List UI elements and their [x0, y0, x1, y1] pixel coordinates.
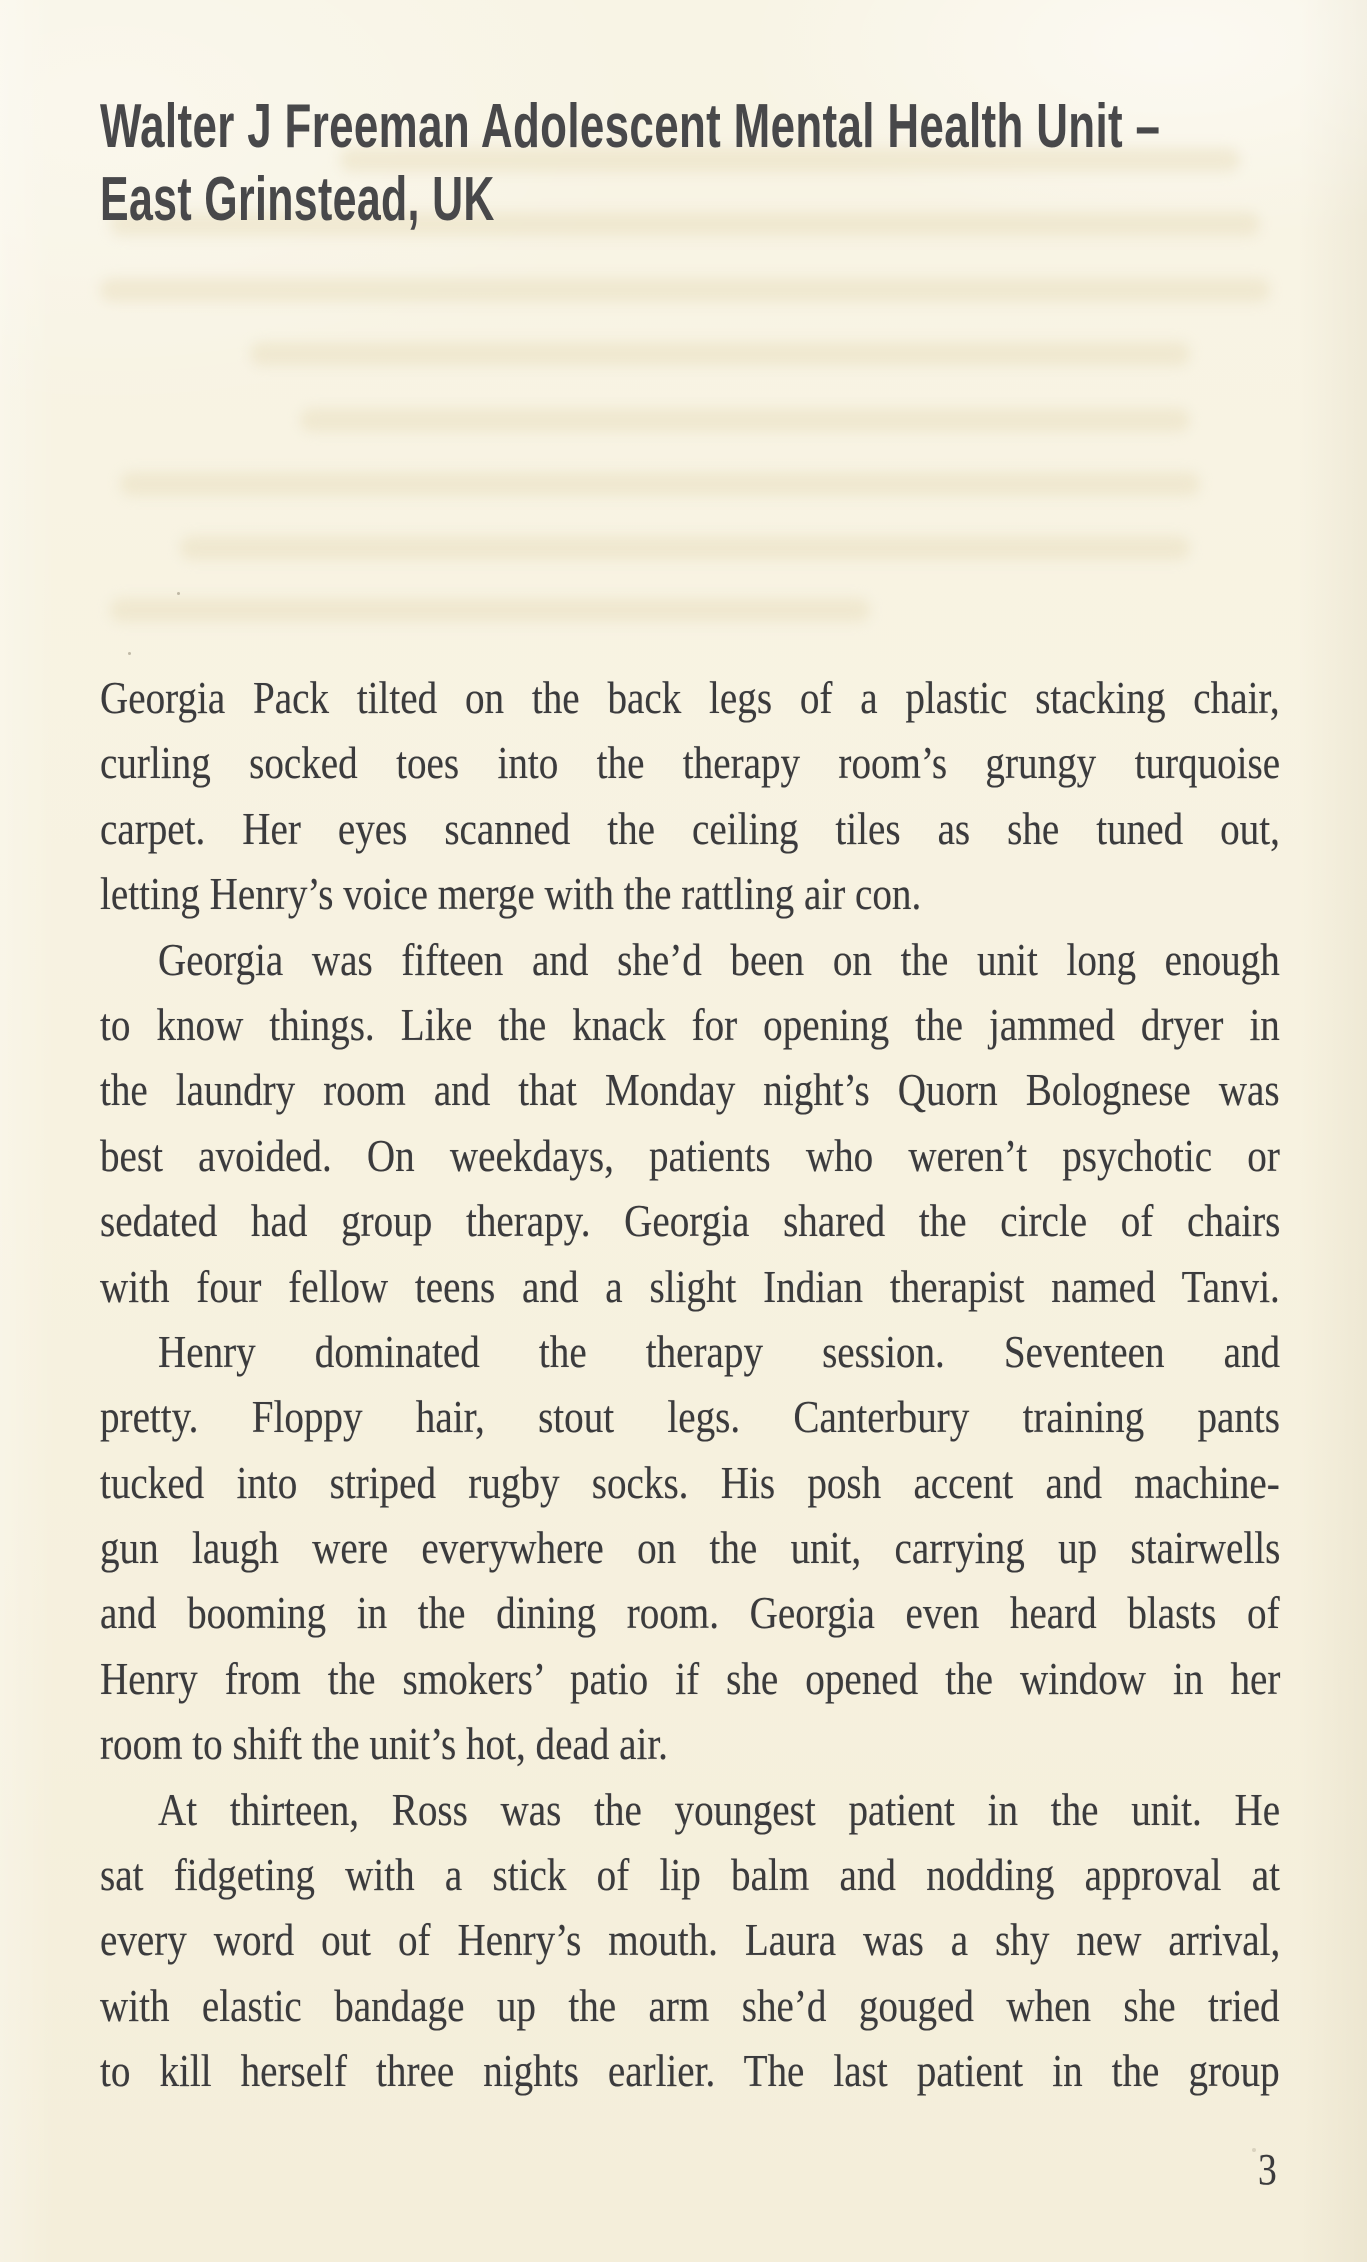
body-line — [100, 1319, 1280, 1384]
body-line — [100, 1188, 1280, 1253]
body-line — [100, 1057, 1280, 1122]
body-line — [100, 1123, 1280, 1188]
body-line-text: tucked into striped rugby socks. His posh accent and machine- — [100, 1456, 1280, 1508]
body-text — [100, 665, 1280, 2104]
body-line-text: Henry dominated the therapy session. Seventeen and — [158, 1325, 1281, 1377]
body-line-text: sedated had group therapy. Georgia shared the circle of chairs — [100, 1195, 1281, 1247]
body-line-text: to know things. Like the knack for opening the jammed dryer in — [100, 998, 1280, 1050]
body-line — [100, 861, 1280, 926]
body-line — [100, 992, 1280, 1057]
chapter-title-line2 — [100, 163, 1367, 236]
body-line-text: and booming in the dining room. Georgia even heard blasts of — [100, 1587, 1280, 1639]
dust-speck — [128, 652, 131, 655]
body-line-text: Georgia Pack tilted on the back legs of a plastic stacking chair, — [100, 672, 1280, 723]
body-line — [100, 1580, 1280, 1645]
body-line-text: pretty. Floppy hair, stout legs. Canterbury training pants — [100, 1391, 1281, 1443]
body-line — [100, 1842, 1280, 1907]
dust-speck — [1252, 2148, 1256, 2152]
page-number — [1258, 2146, 1280, 2194]
body-line — [100, 1515, 1280, 1580]
body-line-text: curling socked toes into the therapy room’s grungy turquoise — [100, 737, 1281, 789]
body-line-text: At thirteen, Ross was the youngest patient in the unit. He — [158, 1783, 1281, 1835]
body-line — [100, 927, 1280, 992]
body-line-text: the laundry room and that Monday night’s Quorn Bolognese was — [100, 1064, 1280, 1116]
body-line-text: best avoided. On weekdays, patients who weren’t psychotic or — [100, 1129, 1280, 1181]
body-line — [100, 1973, 1280, 2038]
chapter-title-text: East Grinstead, UK — [100, 165, 495, 234]
body-line-text: with elastic bandage up the arm she’d gouged when she tried — [100, 1979, 1280, 2031]
body-line — [100, 1646, 1280, 1711]
body-line-text: Georgia was fifteen and she’d been on the unit long enough — [158, 933, 1280, 985]
body-line — [100, 2038, 1280, 2103]
body-line-text: to kill herself three nights earlier. The last patient in the group — [100, 2045, 1280, 2097]
body-line — [100, 796, 1280, 861]
body-line-text: letting Henry’s voice merge with the rattling air con. — [100, 868, 922, 920]
chapter-title — [100, 90, 1367, 236]
body-line — [100, 1777, 1280, 1842]
dust-speck — [177, 592, 180, 595]
body-line — [100, 1907, 1280, 1972]
body-line-text: Henry from the smokers’ patio if she opened the window in her — [100, 1652, 1281, 1704]
body-line-text: gun laugh were everywhere on the unit, carrying up stairwells — [100, 1522, 1281, 1574]
body-line — [100, 1450, 1280, 1515]
page-number-text: 3 — [1258, 2145, 1277, 2194]
body-line — [100, 1711, 1280, 1776]
body-line-text: carpet. Her eyes scanned the ceiling tiles as she tuned out, — [100, 802, 1280, 854]
chapter-title-text: Walter J Freeman Adolescent Mental Health Unit – — [100, 92, 1161, 161]
body-line-text: with four fellow teens and a slight Indian therapist named Tanvi. — [100, 1260, 1280, 1312]
body-line — [100, 1384, 1280, 1449]
body-line-text: every word out of Henry’s mouth. Laura was a shy new arrival, — [100, 1914, 1281, 1966]
chapter-title-line1 — [100, 90, 1367, 163]
body-line — [100, 730, 1280, 795]
body-line-text: room to shift the unit’s hot, dead air. — [100, 1718, 668, 1770]
body-line — [100, 665, 1280, 730]
body-line — [100, 1254, 1280, 1319]
body-line-text: sat fidgeting with a stick of lip balm and nodding approval at — [100, 1849, 1280, 1901]
